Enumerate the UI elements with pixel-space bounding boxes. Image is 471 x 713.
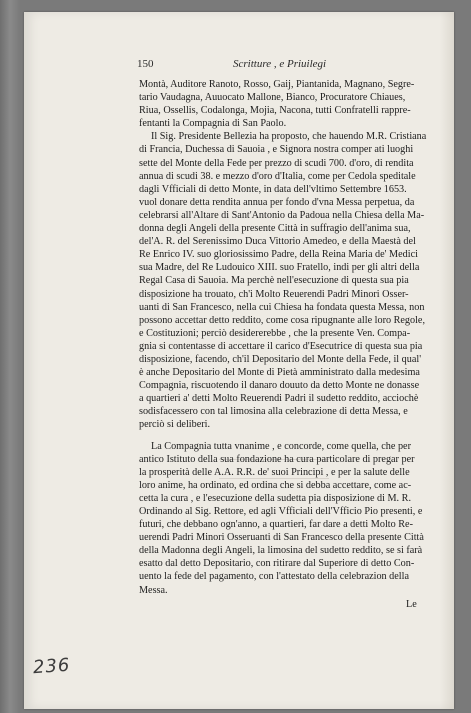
handwritten-archive-number: 236 — [32, 654, 72, 679]
text-line: sua Madre, del Re Ludouico XIII. suo Fratello, indi per gli altri della — [139, 262, 420, 274]
text-line: vuol donare detta rendita annua per fondo d'vna Messa perpetua, da — [139, 196, 415, 208]
text-line: la prosperità delle A.A. R.R. de' suoi Principi , e per la salute delle — [139, 466, 410, 478]
running-head — [137, 58, 437, 74]
text-line: tario Vaudagna, Auuocato Mallone, Bianco, Procuratore Chiaues, — [139, 92, 406, 104]
text-line: Riua, Ossellis, Codalonga, Mojia, Nacona, tutti Confratelli rappre- — [139, 105, 411, 117]
text-line: disposizione, facendo, ch'il Depositario del Monte della Fede, il qual' — [139, 353, 422, 365]
paragraph-start-line: La Compagnia tutta vnanime , e concorde, come quella, che per — [151, 440, 411, 452]
text-line: uerendi Padri Minori Osseruanti di San Francesco della presente Città — [139, 532, 424, 544]
text-line: dagli Vfficiali di detto Monte, in data dell'vltimo Settembre 1653. — [139, 183, 407, 195]
text-line: annua di scudi 38. e mezzo d'oro d'Italia, come per Cedola speditale — [139, 170, 416, 182]
text-line: Regal Casa di Sauoia. Ma perchè nell'esecuzione di questa sua pia — [139, 275, 409, 287]
text-line: loro anime, ha ordinato, ed ordina che si debba accettare, come ac- — [139, 479, 412, 491]
text-line: Messa. — [139, 584, 168, 596]
text-line: fentanti la Compagnia di San Paolo. — [139, 118, 287, 130]
text-line: sette del Monte della Fede per prezzo di scudi 700. d'oro, di rendita — [139, 157, 414, 169]
text-line: uanti di San Francesco, nella cui Chiesa ha fondata questa Messa, non — [139, 301, 425, 313]
page-number: 150 — [137, 58, 154, 70]
text-line: e Costituzioni; perciò desidererebbe , che la presente Ven. Compa- — [139, 327, 411, 339]
text-line: disposizione ha trouato, ch'i Molto Reuerendi Padri Minori Osser- — [139, 288, 409, 300]
catchword: Le — [406, 599, 417, 610]
text-line: celebrarsi all'Altare di Sant'Antonio da Padoua nella Chiesa della Ma- — [139, 209, 425, 221]
text-line: possono accettar detto reddito, come cosa ripugnante alle loro Regole, — [139, 314, 426, 326]
text-line: esatto dal detto Depositario, con ritirare dal Superiore di detto Con- — [139, 558, 415, 570]
text-line: antico Istituto della sua fondazione ha cura particolare di pregar per — [139, 453, 415, 465]
text-line: Ordinando al Sig. Rettore, ed agli Vfficiali dell'Vfficio Pio presenti, e — [139, 506, 423, 517]
text-line: di Francia, Duchessa di Sauoia , e Signora nostra comper ati luoghi — [139, 144, 414, 156]
text-line: a quartieri a' detti Molto Reuerendi Padri il sudetto reddito, acciochè — [139, 393, 419, 405]
text-line: sodisfacessero con tal limosina alla celebrazione di detta Messa, e — [139, 406, 408, 418]
body-text — [139, 78, 439, 597]
text-line: uento la fede del pagamento, con l'attestato della celebrazion della — [139, 571, 409, 583]
text-line: Re Enrico IV. suo gloriosissimo Padre, della Reina Maria de' Medici — [139, 249, 418, 261]
text-line: perciò si deliberi. — [139, 419, 211, 431]
text-line: Montà, Auditore Ranoto, Rosso, Gaij, Piantanida, Magnano, Segre- — [139, 79, 415, 90]
text-line: cetta la cura , e l'esecuzione della sudetta pia disposizione di M. R. — [139, 492, 411, 504]
text-line: Compagnia, riscuotendo il danaro douuto da detto Monte ne donasse — [139, 380, 420, 392]
paragraph-start-line: Il Sig. Presidente Bellezia ha proposto, che hauendo M.R. Cristiana — [151, 131, 427, 143]
text-line: gnia si contentasse di accettare il carico d'Esecutrice di questa sua pia — [139, 340, 423, 352]
document-page — [24, 12, 454, 709]
text-line: donna degli Angeli della presente Città in suffragio dell'anima sua, — [139, 223, 411, 235]
text-line: è anche Depositario del Monte di Pietà amministrato dalla medesima — [139, 367, 420, 379]
text-line: futuri, che debbano ogn'anno, a quartieri, far dare a detti Molto Re- — [139, 519, 413, 531]
text-line: della Madonna degli Angeli, la limosina del sudetto reddito, se si farà — [139, 545, 423, 557]
text-line: del'A. R. del Serenissimo Duca Vittorio Amedeo, e della Maestà del — [139, 236, 416, 248]
paragraph-gap — [139, 432, 439, 440]
running-title: Scritture , e Priuilegi — [233, 58, 327, 70]
